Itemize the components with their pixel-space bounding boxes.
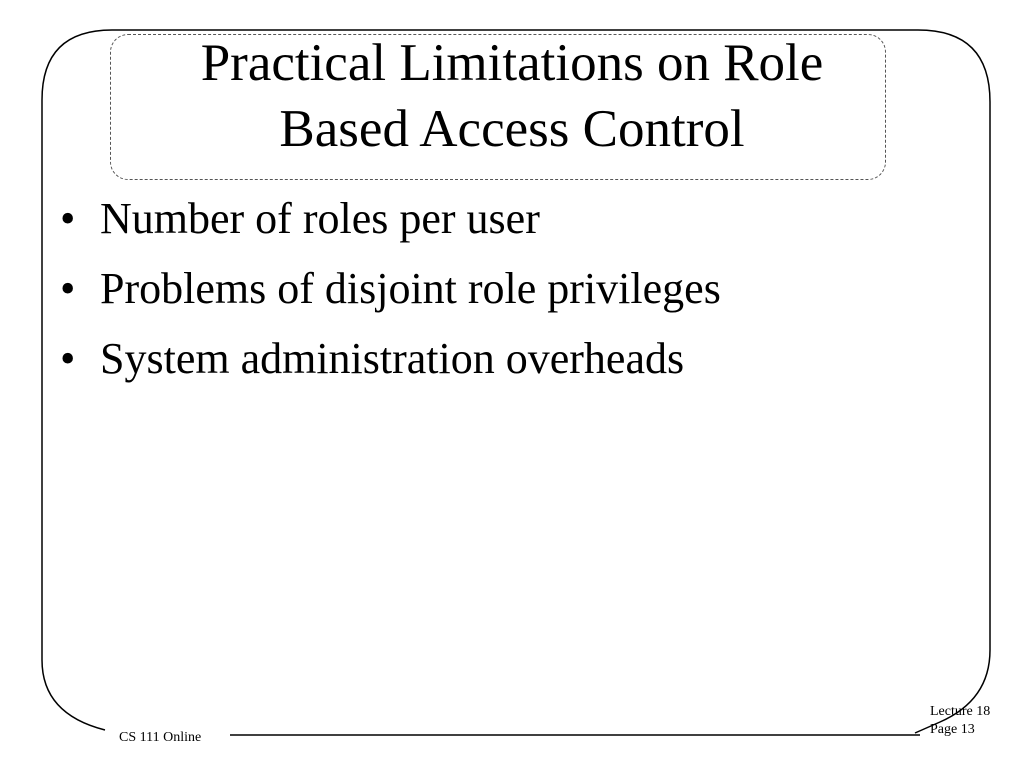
slide-title xyxy=(96,30,928,162)
bullet-item xyxy=(60,324,721,394)
footer-lecture-info xyxy=(930,703,990,739)
bullet-text: System administration overheads xyxy=(100,334,685,383)
footer-course: CS 111 Online xyxy=(119,730,202,745)
bullet-icon: • xyxy=(60,194,76,243)
bullet-icon: • xyxy=(60,264,76,313)
bullet-text: Problems of disjoint role privileges xyxy=(100,264,721,313)
footer-lecture: Lecture 18 xyxy=(930,704,991,719)
slide-title-line-1: Practical Limitations on Role xyxy=(200,34,824,92)
slide-title-line-2: Based Access Control xyxy=(279,100,745,158)
bullet-item xyxy=(60,184,721,254)
bullet-text: Number of roles per user xyxy=(100,194,540,243)
bullet-item xyxy=(60,254,721,324)
bullet-list xyxy=(60,184,721,394)
footer-page: Page 13 xyxy=(930,722,975,737)
bullet-icon: • xyxy=(60,334,76,383)
